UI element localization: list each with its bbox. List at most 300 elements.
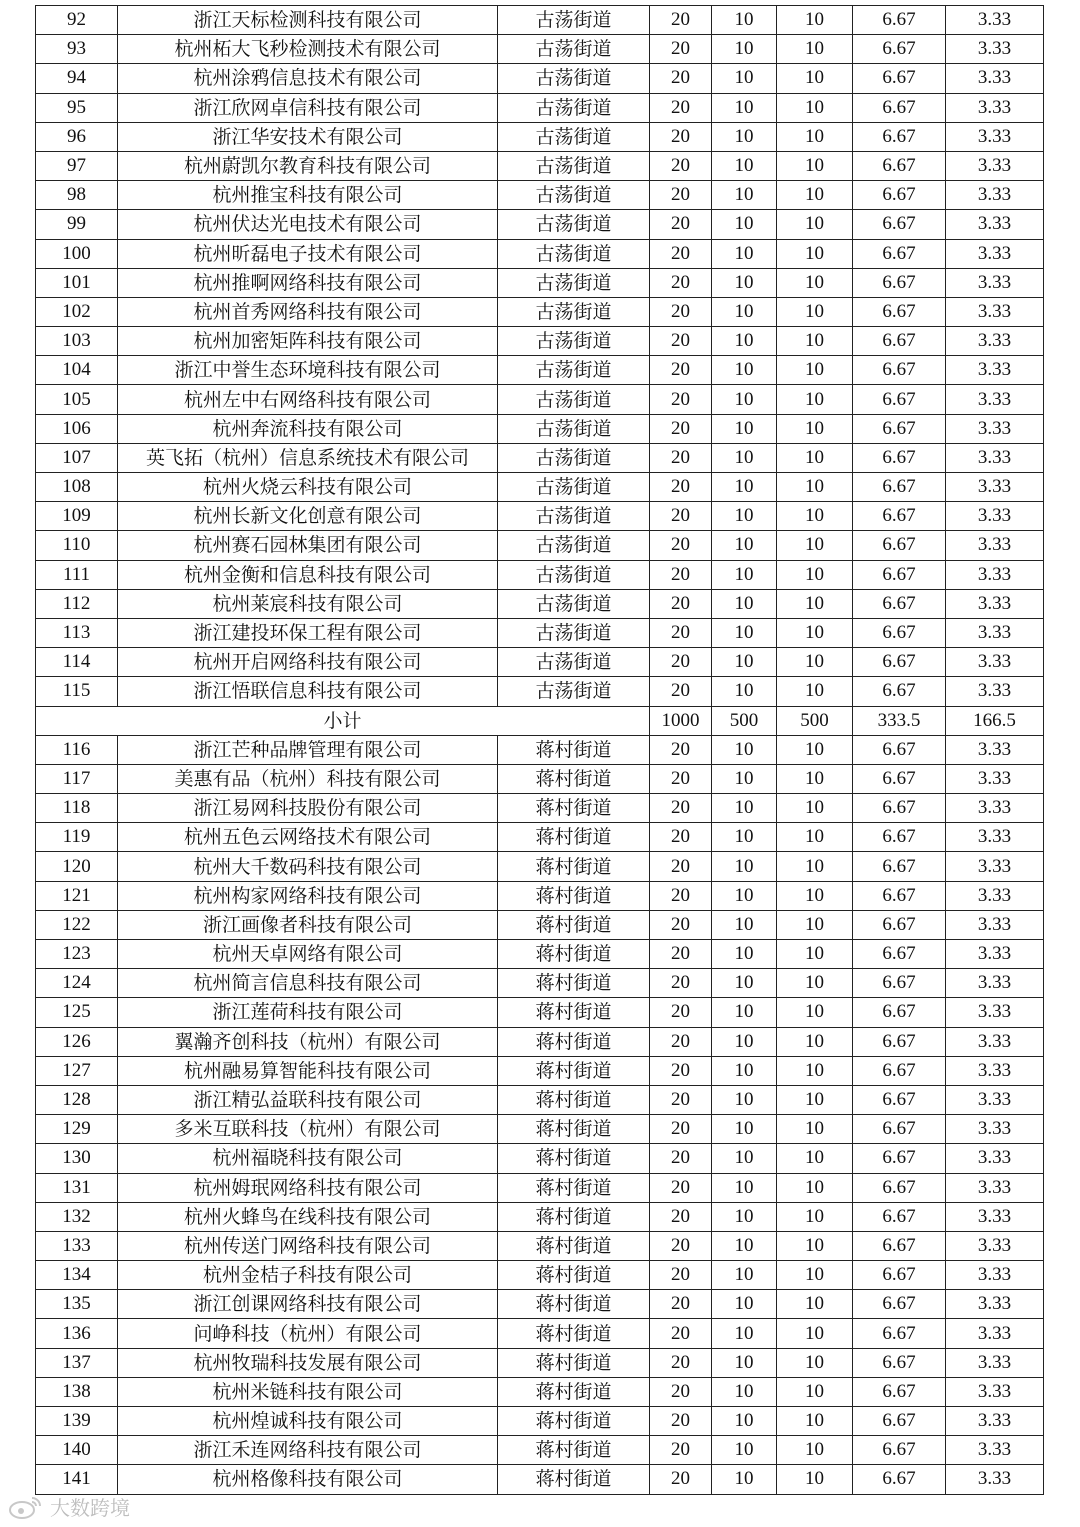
row-number-cell: 107	[36, 443, 118, 472]
value-cell-1: 20	[650, 64, 712, 93]
value-cell-1: 20	[650, 93, 712, 122]
value-cell-3: 10	[777, 910, 853, 939]
value-cell-2: 10	[712, 618, 777, 647]
value-cell-4: 6.67	[853, 1085, 946, 1114]
value-cell-1: 20	[650, 1144, 712, 1173]
value-cell-5: 3.33	[946, 473, 1044, 502]
value-cell-5: 3.33	[946, 677, 1044, 706]
value-cell-4: 6.67	[853, 1056, 946, 1085]
table-row	[36, 998, 1044, 1027]
value-cell-2: 10	[712, 794, 777, 823]
company-name-cell: 浙江天标检测科技有限公司	[118, 6, 498, 35]
company-name-cell: 杭州姆珉网络科技有限公司	[118, 1173, 498, 1202]
value-cell-1: 20	[650, 1056, 712, 1085]
value-cell-2: 10	[712, 64, 777, 93]
street-cell: 蒋村街道	[498, 910, 650, 939]
value-cell-5: 3.33	[946, 356, 1044, 385]
value-cell-5: 3.33	[946, 1231, 1044, 1260]
street-cell: 古荡街道	[498, 181, 650, 210]
value-cell-4: 6.67	[853, 794, 946, 823]
value-cell-2: 500	[712, 706, 777, 735]
value-cell-3: 10	[777, 1290, 853, 1319]
value-cell-3: 10	[777, 122, 853, 151]
value-cell-2: 10	[712, 443, 777, 472]
row-number-cell: 109	[36, 502, 118, 531]
value-cell-2: 10	[712, 414, 777, 443]
watermark-text: 大数跨境	[50, 1496, 130, 1520]
company-name-cell: 多米互联科技（杭州）有限公司	[118, 1115, 498, 1144]
value-cell-2: 10	[712, 268, 777, 297]
row-number-cell: 126	[36, 1027, 118, 1056]
value-cell-3: 10	[777, 356, 853, 385]
row-number-cell: 121	[36, 881, 118, 910]
value-cell-4: 333.5	[853, 706, 946, 735]
company-name-cell: 杭州推宝科技有限公司	[118, 181, 498, 210]
value-cell-4: 6.67	[853, 531, 946, 560]
company-name-cell: 浙江悟联信息科技有限公司	[118, 677, 498, 706]
value-cell-1: 20	[650, 385, 712, 414]
table-row	[36, 589, 1044, 618]
value-cell-3: 10	[777, 1056, 853, 1085]
company-name-cell: 杭州融易算智能科技有限公司	[118, 1056, 498, 1085]
company-name-cell: 杭州金衡和信息科技有限公司	[118, 560, 498, 589]
value-cell-1: 20	[650, 122, 712, 151]
value-cell-3: 10	[777, 589, 853, 618]
table-row	[36, 677, 1044, 706]
value-cell-4: 6.67	[853, 764, 946, 793]
company-name-cell: 杭州格像科技有限公司	[118, 1465, 498, 1494]
table-row	[36, 1377, 1044, 1406]
value-cell-2: 10	[712, 327, 777, 356]
value-cell-4: 6.67	[853, 93, 946, 122]
street-cell: 蒋村街道	[498, 881, 650, 910]
value-cell-3: 10	[777, 1436, 853, 1465]
row-number-cell: 95	[36, 93, 118, 122]
value-cell-2: 10	[712, 1231, 777, 1260]
value-cell-4: 6.67	[853, 1231, 946, 1260]
weibo-logo-icon	[8, 1494, 44, 1520]
value-cell-4: 6.67	[853, 1144, 946, 1173]
value-cell-3: 10	[777, 677, 853, 706]
value-cell-2: 10	[712, 764, 777, 793]
company-name-cell: 杭州天卓网络有限公司	[118, 940, 498, 969]
value-cell-1: 20	[650, 1348, 712, 1377]
row-number-cell: 98	[36, 181, 118, 210]
company-name-cell: 杭州简言信息科技有限公司	[118, 969, 498, 998]
table-row	[36, 618, 1044, 647]
value-cell-5: 3.33	[946, 1407, 1044, 1436]
value-cell-1: 20	[650, 589, 712, 618]
table-row	[36, 122, 1044, 151]
value-cell-3: 10	[777, 64, 853, 93]
value-cell-2: 10	[712, 1319, 777, 1348]
value-cell-2: 10	[712, 1144, 777, 1173]
row-number-cell: 122	[36, 910, 118, 939]
value-cell-3: 10	[777, 998, 853, 1027]
value-cell-2: 10	[712, 181, 777, 210]
value-cell-5: 3.33	[946, 969, 1044, 998]
value-cell-5: 3.33	[946, 443, 1044, 472]
value-cell-2: 10	[712, 969, 777, 998]
street-cell: 古荡街道	[498, 35, 650, 64]
value-cell-1: 20	[650, 794, 712, 823]
value-cell-1: 20	[650, 35, 712, 64]
value-cell-3: 10	[777, 502, 853, 531]
value-cell-5: 3.33	[946, 297, 1044, 326]
company-name-cell: 杭州蔚凯尔教育科技有限公司	[118, 151, 498, 180]
value-cell-5: 3.33	[946, 794, 1044, 823]
table-row	[36, 268, 1044, 297]
row-number-cell: 130	[36, 1144, 118, 1173]
row-number-cell: 127	[36, 1056, 118, 1085]
table-row	[36, 151, 1044, 180]
value-cell-4: 6.67	[853, 852, 946, 881]
table-body	[36, 6, 1044, 1495]
company-name-cell: 杭州昕磊电子技术有限公司	[118, 239, 498, 268]
watermark	[8, 1492, 130, 1521]
company-name-cell: 浙江莲荷科技有限公司	[118, 998, 498, 1027]
street-cell: 蒋村街道	[498, 1290, 650, 1319]
street-cell: 蒋村街道	[498, 1407, 650, 1436]
table-row	[36, 648, 1044, 677]
company-name-cell: 杭州柘大飞秒检测技术有限公司	[118, 35, 498, 64]
row-number-cell: 116	[36, 735, 118, 764]
table-row	[36, 735, 1044, 764]
row-number-cell: 140	[36, 1436, 118, 1465]
value-cell-2: 10	[712, 940, 777, 969]
table-row	[36, 1202, 1044, 1231]
value-cell-1: 1000	[650, 706, 712, 735]
value-cell-5: 3.33	[946, 1348, 1044, 1377]
company-name-cell: 杭州赛石园林集团有限公司	[118, 531, 498, 560]
street-cell: 古荡街道	[498, 502, 650, 531]
value-cell-3: 10	[777, 1144, 853, 1173]
value-cell-2: 10	[712, 1056, 777, 1085]
value-cell-4: 6.67	[853, 940, 946, 969]
street-cell: 蒋村街道	[498, 1319, 650, 1348]
row-number-cell: 114	[36, 648, 118, 677]
value-cell-1: 20	[650, 618, 712, 647]
table-row	[36, 443, 1044, 472]
value-cell-3: 10	[777, 35, 853, 64]
street-cell: 古荡街道	[498, 560, 650, 589]
value-cell-1: 20	[650, 1465, 712, 1494]
street-cell: 蒋村街道	[498, 1436, 650, 1465]
value-cell-2: 10	[712, 1377, 777, 1406]
value-cell-5: 3.33	[946, 1261, 1044, 1290]
value-cell-5: 3.33	[946, 881, 1044, 910]
value-cell-4: 6.67	[853, 1377, 946, 1406]
company-name-cell: 杭州构家网络科技有限公司	[118, 881, 498, 910]
value-cell-5: 3.33	[946, 181, 1044, 210]
company-name-cell: 杭州伏达光电技术有限公司	[118, 210, 498, 239]
value-cell-4: 6.67	[853, 151, 946, 180]
value-cell-1: 20	[650, 414, 712, 443]
street-cell: 古荡街道	[498, 210, 650, 239]
value-cell-1: 20	[650, 531, 712, 560]
value-cell-4: 6.67	[853, 35, 946, 64]
table-row	[36, 1290, 1044, 1319]
value-cell-2: 10	[712, 385, 777, 414]
value-cell-2: 10	[712, 677, 777, 706]
value-cell-4: 6.67	[853, 210, 946, 239]
value-cell-4: 6.67	[853, 560, 946, 589]
value-cell-4: 6.67	[853, 648, 946, 677]
value-cell-3: 10	[777, 764, 853, 793]
value-cell-5: 3.33	[946, 735, 1044, 764]
row-number-cell: 135	[36, 1290, 118, 1319]
value-cell-1: 20	[650, 881, 712, 910]
street-cell: 古荡街道	[498, 151, 650, 180]
row-number-cell: 117	[36, 764, 118, 793]
value-cell-4: 6.67	[853, 1173, 946, 1202]
street-cell: 古荡街道	[498, 93, 650, 122]
value-cell-1: 20	[650, 1085, 712, 1114]
street-cell: 蒋村街道	[498, 735, 650, 764]
value-cell-1: 20	[650, 1027, 712, 1056]
value-cell-3: 10	[777, 881, 853, 910]
value-cell-3: 10	[777, 531, 853, 560]
table-row	[36, 794, 1044, 823]
row-number-cell: 100	[36, 239, 118, 268]
subtotal-label: 小计	[36, 706, 650, 735]
row-number-cell: 94	[36, 64, 118, 93]
company-name-cell: 杭州火蜂鸟在线科技有限公司	[118, 1202, 498, 1231]
value-cell-5: 3.33	[946, 268, 1044, 297]
value-cell-4: 6.67	[853, 1290, 946, 1319]
value-cell-5: 3.33	[946, 151, 1044, 180]
value-cell-3: 10	[777, 181, 853, 210]
street-cell: 蒋村街道	[498, 794, 650, 823]
value-cell-3: 10	[777, 1407, 853, 1436]
company-name-cell: 浙江华安技术有限公司	[118, 122, 498, 151]
value-cell-4: 6.67	[853, 181, 946, 210]
value-cell-2: 10	[712, 356, 777, 385]
row-number-cell: 131	[36, 1173, 118, 1202]
value-cell-1: 20	[650, 677, 712, 706]
value-cell-1: 20	[650, 1436, 712, 1465]
table-row	[36, 1173, 1044, 1202]
value-cell-2: 10	[712, 239, 777, 268]
value-cell-3: 10	[777, 648, 853, 677]
company-name-cell: 杭州加密矩阵科技有限公司	[118, 327, 498, 356]
street-cell: 古荡街道	[498, 443, 650, 472]
street-cell: 蒋村街道	[498, 852, 650, 881]
row-number-cell: 123	[36, 940, 118, 969]
table-row	[36, 940, 1044, 969]
street-cell: 古荡街道	[498, 356, 650, 385]
value-cell-2: 10	[712, 560, 777, 589]
table-row	[36, 1348, 1044, 1377]
value-cell-5: 3.33	[946, 385, 1044, 414]
row-number-cell: 113	[36, 618, 118, 647]
value-cell-5: 3.33	[946, 589, 1044, 618]
street-cell: 蒋村街道	[498, 764, 650, 793]
row-number-cell: 102	[36, 297, 118, 326]
value-cell-5: 3.33	[946, 764, 1044, 793]
value-cell-1: 20	[650, 473, 712, 502]
table-row	[36, 823, 1044, 852]
value-cell-1: 20	[650, 648, 712, 677]
value-cell-2: 10	[712, 531, 777, 560]
value-cell-2: 10	[712, 6, 777, 35]
row-number-cell: 105	[36, 385, 118, 414]
street-cell: 古荡街道	[498, 677, 650, 706]
value-cell-2: 10	[712, 735, 777, 764]
street-cell: 古荡街道	[498, 297, 650, 326]
value-cell-1: 20	[650, 239, 712, 268]
value-cell-4: 6.67	[853, 969, 946, 998]
table-row	[36, 764, 1044, 793]
street-cell: 古荡街道	[498, 618, 650, 647]
value-cell-3: 10	[777, 151, 853, 180]
value-cell-5: 3.33	[946, 1056, 1044, 1085]
value-cell-2: 10	[712, 852, 777, 881]
value-cell-5: 3.33	[946, 6, 1044, 35]
value-cell-5: 3.33	[946, 560, 1044, 589]
table-row	[36, 1115, 1044, 1144]
value-cell-1: 20	[650, 1173, 712, 1202]
value-cell-2: 10	[712, 35, 777, 64]
row-number-cell: 112	[36, 589, 118, 618]
street-cell: 古荡街道	[498, 327, 650, 356]
value-cell-3: 10	[777, 327, 853, 356]
table-row	[36, 910, 1044, 939]
value-cell-4: 6.67	[853, 677, 946, 706]
value-cell-3: 10	[777, 1027, 853, 1056]
street-cell: 古荡街道	[498, 414, 650, 443]
value-cell-2: 10	[712, 648, 777, 677]
value-cell-1: 20	[650, 852, 712, 881]
value-cell-1: 20	[650, 1231, 712, 1260]
table-row	[36, 1231, 1044, 1260]
row-number-cell: 115	[36, 677, 118, 706]
value-cell-3: 10	[777, 1377, 853, 1406]
street-cell: 蒋村街道	[498, 940, 650, 969]
value-cell-5: 3.33	[946, 1085, 1044, 1114]
value-cell-1: 20	[650, 1202, 712, 1231]
row-number-cell: 110	[36, 531, 118, 560]
value-cell-5: 3.33	[946, 1319, 1044, 1348]
table-row	[36, 531, 1044, 560]
value-cell-5: 3.33	[946, 1290, 1044, 1319]
company-name-cell: 杭州左中右网络科技有限公司	[118, 385, 498, 414]
value-cell-1: 20	[650, 940, 712, 969]
value-cell-2: 10	[712, 998, 777, 1027]
value-cell-4: 6.67	[853, 473, 946, 502]
value-cell-5: 3.33	[946, 1173, 1044, 1202]
company-name-cell: 杭州福晓科技有限公司	[118, 1144, 498, 1173]
value-cell-4: 6.67	[853, 122, 946, 151]
value-cell-2: 10	[712, 502, 777, 531]
street-cell: 蒋村街道	[498, 1056, 650, 1085]
row-number-cell: 134	[36, 1261, 118, 1290]
company-name-cell: 浙江建投环保工程有限公司	[118, 618, 498, 647]
company-name-cell: 杭州米链科技有限公司	[118, 1377, 498, 1406]
value-cell-3: 10	[777, 1465, 853, 1494]
value-cell-3: 10	[777, 560, 853, 589]
street-cell: 古荡街道	[498, 648, 650, 677]
company-name-cell: 浙江中誉生态环境科技有限公司	[118, 356, 498, 385]
value-cell-3: 10	[777, 414, 853, 443]
company-name-cell: 杭州金桔子科技有限公司	[118, 1261, 498, 1290]
value-cell-5: 3.33	[946, 93, 1044, 122]
value-cell-4: 6.67	[853, 414, 946, 443]
value-cell-3: 10	[777, 239, 853, 268]
row-number-cell: 118	[36, 794, 118, 823]
value-cell-3: 10	[777, 1348, 853, 1377]
row-number-cell: 124	[36, 969, 118, 998]
table-row	[36, 1319, 1044, 1348]
value-cell-1: 20	[650, 1407, 712, 1436]
street-cell: 古荡街道	[498, 122, 650, 151]
value-cell-3: 10	[777, 1319, 853, 1348]
table-row	[36, 356, 1044, 385]
company-name-cell: 浙江欣网卓信科技有限公司	[118, 93, 498, 122]
value-cell-2: 10	[712, 910, 777, 939]
value-cell-4: 6.67	[853, 589, 946, 618]
street-cell: 古荡街道	[498, 473, 650, 502]
company-name-cell: 杭州五色云网络技术有限公司	[118, 823, 498, 852]
table-row	[36, 560, 1044, 589]
value-cell-1: 20	[650, 735, 712, 764]
street-cell: 蒋村街道	[498, 998, 650, 1027]
value-cell-4: 6.67	[853, 327, 946, 356]
row-number-cell: 133	[36, 1231, 118, 1260]
row-number-cell: 132	[36, 1202, 118, 1231]
table-row	[36, 852, 1044, 881]
value-cell-3: 10	[777, 1085, 853, 1114]
value-cell-4: 6.67	[853, 735, 946, 764]
value-cell-1: 20	[650, 560, 712, 589]
value-cell-3: 10	[777, 940, 853, 969]
value-cell-5: 3.33	[946, 414, 1044, 443]
street-cell: 古荡街道	[498, 239, 650, 268]
company-name-cell: 浙江芒种品牌管理有限公司	[118, 735, 498, 764]
value-cell-3: 10	[777, 794, 853, 823]
company-name-cell: 美惠有品（杭州）科技有限公司	[118, 764, 498, 793]
row-number-cell: 119	[36, 823, 118, 852]
row-number-cell: 108	[36, 473, 118, 502]
value-cell-5: 3.33	[946, 910, 1044, 939]
row-number-cell: 103	[36, 327, 118, 356]
row-number-cell: 129	[36, 1115, 118, 1144]
street-cell: 蒋村街道	[498, 1261, 650, 1290]
value-cell-1: 20	[650, 327, 712, 356]
value-cell-5: 3.33	[946, 1465, 1044, 1494]
table-row	[36, 881, 1044, 910]
value-cell-4: 6.67	[853, 998, 946, 1027]
value-cell-1: 20	[650, 1290, 712, 1319]
row-number-cell: 99	[36, 210, 118, 239]
street-cell: 古荡街道	[498, 589, 650, 618]
value-cell-2: 10	[712, 1290, 777, 1319]
street-cell: 古荡街道	[498, 385, 650, 414]
value-cell-1: 20	[650, 443, 712, 472]
row-number-cell: 139	[36, 1407, 118, 1436]
street-cell: 古荡街道	[498, 64, 650, 93]
value-cell-1: 20	[650, 910, 712, 939]
company-name-cell: 问峥科技（杭州）有限公司	[118, 1319, 498, 1348]
company-name-cell: 英飞拓（杭州）信息系统技术有限公司	[118, 443, 498, 472]
table-row	[36, 1085, 1044, 1114]
company-name-cell: 浙江创课网络科技有限公司	[118, 1290, 498, 1319]
company-name-cell: 杭州首秀网络科技有限公司	[118, 297, 498, 326]
value-cell-2: 10	[712, 1085, 777, 1114]
value-cell-4: 6.67	[853, 502, 946, 531]
value-cell-3: 10	[777, 443, 853, 472]
row-number-cell: 138	[36, 1377, 118, 1406]
